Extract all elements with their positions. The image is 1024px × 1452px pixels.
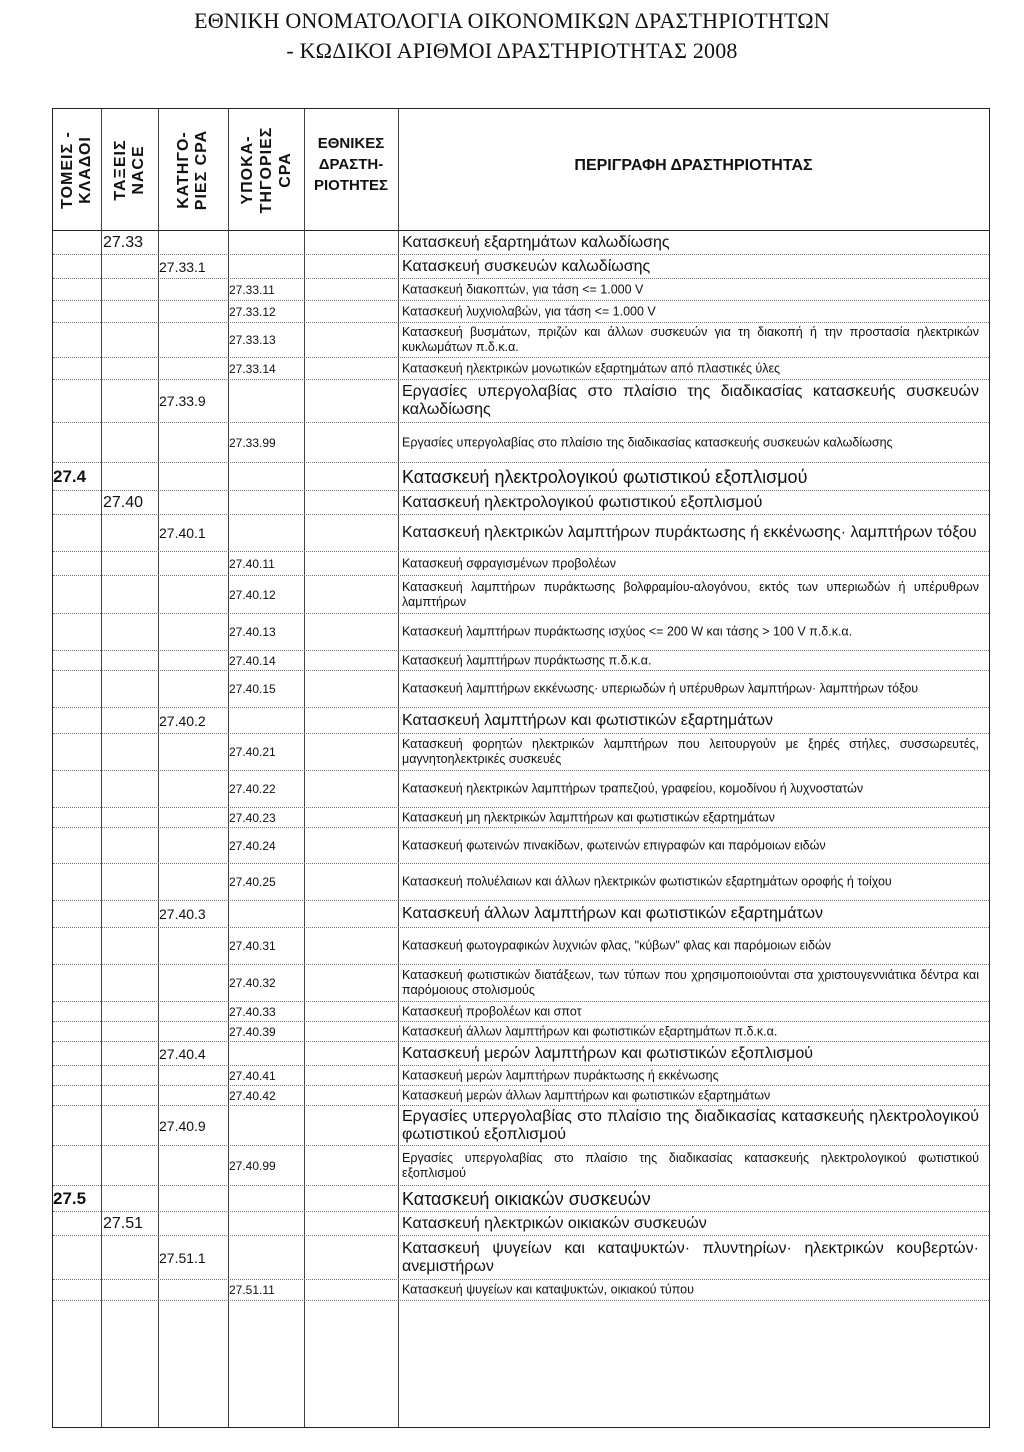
table-row bbox=[53, 1212, 989, 1236]
activity-description: Κατασκευή λαμπτήρων και φωτιστικών εξαρτημάτων bbox=[402, 711, 774, 729]
activity-code: 27.40.2 bbox=[159, 712, 206, 729]
table-row bbox=[53, 651, 989, 671]
activity-code: 27.40.12 bbox=[229, 587, 276, 602]
table-row bbox=[53, 965, 989, 1002]
activity-description: Κατασκευή εξαρτημάτων καλωδίωσης bbox=[402, 233, 670, 251]
document-subtitle: - ΚΩΔΙΚΟΙ ΑΡΙΘΜΟΙ ΔΡΑΣΤΗΡΙΟΤΗΤΑΣ 2008 bbox=[286, 38, 738, 63]
activity-code: 27.40.23 bbox=[229, 810, 276, 825]
activity-description: Κατασκευή μη ηλεκτρικών λαμπτήρων και φωτιστικών εξαρτημάτων bbox=[402, 810, 775, 824]
activity-code: 27.5 bbox=[53, 1188, 87, 1208]
activity-code: 27.40.33 bbox=[229, 1004, 276, 1019]
activity-code: 27.40.32 bbox=[229, 976, 276, 990]
table-row bbox=[53, 708, 989, 734]
activity-codes-table bbox=[52, 108, 990, 1428]
table-row bbox=[53, 279, 989, 301]
header-ypokatigories: ΥΠΟΚΑ- ΤΗΓΟΡΙΕΣ CPA bbox=[228, 109, 304, 231]
activity-description: Κατασκευή πολυέλαιων και άλλων ηλεκτρικών φωτιστικών εξαρτημάτων οροφής ή τοίχου bbox=[402, 874, 892, 889]
activity-description: Κατασκευή λαμπτήρων εκκένωσης· υπεριωδών ή υπέρυθρων λαμπτήρων· λαμπτήρων τόξου bbox=[402, 681, 919, 696]
activity-code: 27.51.11 bbox=[229, 1283, 275, 1297]
activity-code: 27.33.13 bbox=[229, 333, 276, 347]
activity-code: 27.33.1 bbox=[159, 258, 206, 275]
activity-code: 27.40.4 bbox=[159, 1045, 206, 1062]
activity-description: Κατασκευή λαμπτήρων πυράκτωσης π.δ.κ.α. bbox=[402, 653, 652, 667]
activity-code: 27.40.24 bbox=[229, 838, 276, 853]
activity-code: 27.40.14 bbox=[229, 653, 276, 668]
activity-code: 27.40 bbox=[103, 493, 144, 511]
activity-description: Κατασκευή σφραγισμένων προβολέων bbox=[402, 556, 617, 570]
header-tomeis: ΤΟΜΕΙΣ - ΚΛΑΔΟΙ bbox=[53, 109, 101, 231]
table-row bbox=[53, 1146, 989, 1186]
activity-description: Κατασκευή ψυγείων και καταψυκτών· πλυντηρίων· ηλεκτρικών κουβερτών· ανεμιστήρων bbox=[402, 1239, 979, 1275]
table-row bbox=[53, 301, 989, 323]
activity-code: 27.40.99 bbox=[229, 1158, 276, 1173]
activity-description: Κατασκευή φορητών ηλεκτρικών λαμπτήρων που λειτουργούν με ξηρές στήλες, συσσωρευτές, μαγνητοηλεκτρικές συσκευές bbox=[402, 737, 979, 766]
activity-code: 27.33 bbox=[103, 233, 144, 251]
activity-code: 27.40.9 bbox=[159, 1117, 206, 1134]
activity-code: 27.51.1 bbox=[159, 1249, 206, 1266]
table-row bbox=[53, 358, 989, 380]
table-row bbox=[53, 255, 989, 279]
table-row bbox=[53, 1022, 989, 1042]
activity-description: Κατασκευή μερών άλλων λαμπτήρων και φωτιστικών εξαρτημάτων bbox=[402, 1088, 771, 1102]
table-row bbox=[53, 1106, 989, 1146]
activity-description: Κατασκευή μερών λαμπτήρων και φωτιστικών εξοπλισμού bbox=[402, 1044, 814, 1062]
table-row bbox=[53, 1066, 989, 1086]
activity-description: Κατασκευή ηλεκτρικών λαμπτήρων πυράκτωσης ή εκκένωσης· λαμπτήρων τόξου bbox=[402, 524, 977, 541]
activity-code: 27.40.11 bbox=[229, 556, 275, 571]
activity-description: Κατασκευή βυσμάτων, πριζών και άλλων συσκευών για τη διακοπή ή την προστασία ηλεκτρικών κυκλωμάτων π.δ.κ.α. bbox=[402, 325, 979, 354]
table-row bbox=[53, 734, 989, 771]
header-taxeis: ΤΑΞΕΙΣ NACE bbox=[101, 109, 158, 231]
header-description: ΠΕΡΙΓΡΑΦΗ ΔΡΑΣΤΗΡΙΟΤΗΤΑΣ bbox=[398, 109, 989, 231]
activity-description: Εργασίες υπεργολαβίας στο πλαίσιο της διαδικασίας κατασκευής ηλεκτρολογικού φωτιστικού εξοπλισμού bbox=[402, 1150, 979, 1180]
activity-code: 27.40.42 bbox=[229, 1088, 276, 1103]
table-row bbox=[53, 771, 989, 808]
activity-code: 27.51 bbox=[103, 1214, 144, 1232]
activity-code: 27.40.3 bbox=[159, 906, 206, 922]
activity-code: 27.40.21 bbox=[229, 745, 276, 759]
activity-description: Κατασκευή φωτεινών πινακίδων, φωτεινών επιγραφών και παρόμοιων ειδών bbox=[402, 838, 826, 852]
table-row bbox=[53, 576, 989, 614]
table-row bbox=[53, 828, 989, 864]
activity-code: 27.40.41 bbox=[229, 1068, 276, 1083]
document-title: ΕΘΝΙΚΗ ΟΝΟΜΑΤΟΛΟΓΙΑ ΟΙΚΟΝΟΜΙΚΩΝ ΔΡΑΣΤΗΡΙΟΤΗΤΩΝ bbox=[194, 8, 830, 33]
activity-code: 27.33.99 bbox=[229, 435, 276, 450]
table-row bbox=[53, 423, 989, 463]
activity-description: Κατασκευή ηλεκτρικών μονωτικών εξαρτημάτων από πλαστικές ύλες bbox=[402, 361, 781, 375]
activity-description: Κατασκευή φωτιστικών διατάξεων, των τύπων που χρησιμοποιούνται στα χριστουγεννιάτικα δέντρα και παρόμοιους στολισμούς bbox=[402, 968, 979, 997]
activity-code: 27.40.13 bbox=[229, 625, 276, 639]
activity-description: Κατασκευή διακοπτών, για τάση <= 1.000 V bbox=[402, 282, 644, 296]
table-row bbox=[53, 552, 989, 576]
table-row bbox=[53, 1002, 989, 1022]
activity-description: Εργασίες υπεργολαβίας στο πλαίσιο της διαδικασίας κατασκευής ηλεκτρολογικού φωτιστικού εξοπλισμού bbox=[402, 1107, 979, 1143]
activity-description: Κατασκευή οικιακών συσκευών bbox=[402, 1188, 651, 1209]
activity-code: 27.40.22 bbox=[229, 782, 276, 796]
table-row bbox=[53, 901, 989, 928]
activity-description: Κατασκευή άλλων λαμπτήρων και φωτιστικών εξαρτημάτων π.δ.κ.α. bbox=[402, 1024, 778, 1038]
activity-code: 27.33.14 bbox=[229, 361, 276, 376]
activity-code: 27.33.12 bbox=[229, 304, 276, 319]
activity-code: 27.40.25 bbox=[229, 875, 276, 889]
activity-description: Κατασκευή φωτογραφικών λυχνιών φλας, "κύβων" φλας και παρόμοιων ειδών bbox=[402, 938, 831, 953]
activity-description: Κατασκευή ηλεκτρικών οικιακών συσκευών bbox=[402, 1214, 707, 1232]
table-row bbox=[53, 614, 989, 651]
activity-description: Κατασκευή ψυγείων και καταψυκτών, οικιακού τύπου bbox=[402, 1282, 694, 1297]
table-row bbox=[53, 515, 989, 552]
activity-description: Εργασίες υπεργολαβίας στο πλαίσιο της διαδικασίας κατασκευής συσκευών καλωδίωσης bbox=[402, 435, 893, 449]
header-katigories: ΚΑΤΗΓΟ- ΡΙΕΣ CPA bbox=[158, 109, 228, 231]
activity-code: 27.40.1 bbox=[159, 525, 206, 541]
activity-description: Κατασκευή λαμπτήρων πυράκτωσης ισχύος <= 200 W και τάσης > 100 V π.δ.κ.α. bbox=[402, 624, 853, 639]
table-row bbox=[53, 1280, 989, 1301]
table-row bbox=[53, 928, 989, 965]
table-row bbox=[53, 808, 989, 828]
table-row bbox=[53, 1236, 989, 1280]
activity-code: 27.40.39 bbox=[229, 1024, 276, 1039]
table-row bbox=[53, 1186, 989, 1212]
activity-description: Κατασκευή συσκευών καλωδίωσης bbox=[402, 257, 651, 275]
table-row bbox=[53, 491, 989, 515]
activity-code: 27.4 bbox=[53, 466, 87, 486]
table-row bbox=[53, 671, 989, 708]
activity-code: 27.33.11 bbox=[229, 282, 275, 297]
table-row bbox=[53, 463, 989, 491]
activity-description: Κατασκευή άλλων λαμπτήρων και φωτιστικών εξαρτημάτων bbox=[402, 905, 823, 922]
table-row bbox=[53, 1042, 989, 1066]
activity-description: Κατασκευή ηλεκτρολογικού φωτιστικού εξοπλισμού bbox=[402, 466, 808, 487]
activity-description: Κατασκευή λαμπτήρων πυράκτωσης βολφραμίου-αλογόνου, εκτός των υπεριωδών ή υπέρυθρων λαμπτήρων bbox=[402, 579, 979, 609]
activity-description: Κατασκευή ηλεκτρικών λαμπτήρων τραπεζιού, γραφείου, κομοδίνου ή λυχνοστατών bbox=[402, 781, 864, 796]
table-row bbox=[53, 864, 989, 901]
header-ethnikes: ΕΘΝΙΚΕΣ ΔΡΑΣΤΗ- ΡΙΟΤΗΤΕΣ bbox=[304, 109, 398, 231]
activity-code: 27.40.15 bbox=[229, 682, 276, 696]
activity-description: Κατασκευή προβολέων και σποτ bbox=[402, 1004, 582, 1018]
activity-description: Κατασκευή λυχνιολαβών, για τάση <= 1.000 V bbox=[402, 304, 656, 318]
table-row bbox=[53, 323, 989, 358]
activity-code: 27.33.9 bbox=[159, 393, 206, 409]
activity-code: 27.40.31 bbox=[229, 939, 276, 953]
activity-description: Εργασίες υπεργολαβίας στο πλαίσιο της διαδικασίας κατασκευής συσκευών καλωδίωσης bbox=[402, 383, 979, 418]
table-row bbox=[53, 231, 989, 255]
table-row bbox=[53, 1086, 989, 1106]
activity-description: Κατασκευή ηλεκτρολογικού φωτιστικού εξοπλισμού bbox=[402, 493, 763, 511]
table-row bbox=[53, 380, 989, 423]
activity-description: Κατασκευή μερών λαμπτήρων πυράκτωσης ή εκκένωσης bbox=[402, 1068, 719, 1082]
